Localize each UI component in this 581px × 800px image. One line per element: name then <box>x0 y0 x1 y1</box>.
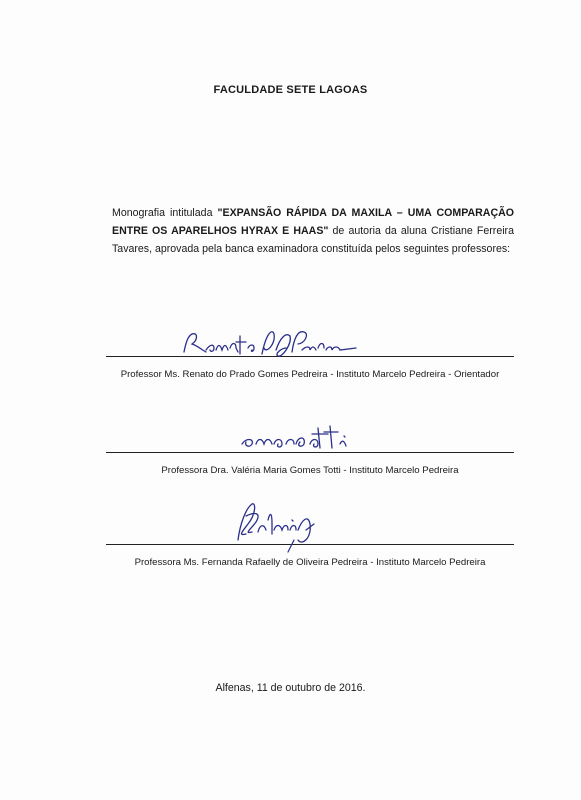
examiner-signature-block-3 <box>106 502 514 568</box>
handwritten-signature-3 <box>106 494 514 554</box>
handwritten-signature-2 <box>106 410 514 460</box>
place-and-date: Alfenas, 11 de outubro de 2016. <box>215 682 366 694</box>
examiner-name-3: Professora Ms. Fernanda Rafaelly de Oliveira Pedreira - Instituto Marcelo Pedreira <box>134 557 486 568</box>
examiner-signature-block-2 <box>106 410 514 476</box>
approval-statement <box>112 204 514 258</box>
approval-suffix: de autoria da aluna Cristiane Ferreira Tavares, aprovada pela banca examinadora constituída pelos seguintes professores: <box>112 225 514 255</box>
handwritten-signature-1 <box>106 314 514 364</box>
signature-area-1 <box>106 314 514 356</box>
approval-prefix: Monografia intitulada <box>112 207 218 219</box>
examiner-signature-block-1 <box>106 314 514 380</box>
institution-heading: FACULDADE SETE LAGOAS <box>213 84 368 96</box>
examiner-name-2: Professora Dra. Valéria Maria Gomes Totti - Instituto Marcelo Pedreira <box>161 465 459 476</box>
examiner-name-1: Professor Ms. Renato do Prado Gomes Pedreira - Instituto Marcelo Pedreira - Orientador <box>120 369 500 380</box>
signature-area-2 <box>106 410 514 452</box>
monograph-title: "EXPANSÃO RÁPIDA DA MAXILA – UMA COMPARAÇÃO ENTRE OS APARELHOS HYRAX E HAAS" <box>112 207 514 237</box>
signature-area-3 <box>106 502 514 544</box>
